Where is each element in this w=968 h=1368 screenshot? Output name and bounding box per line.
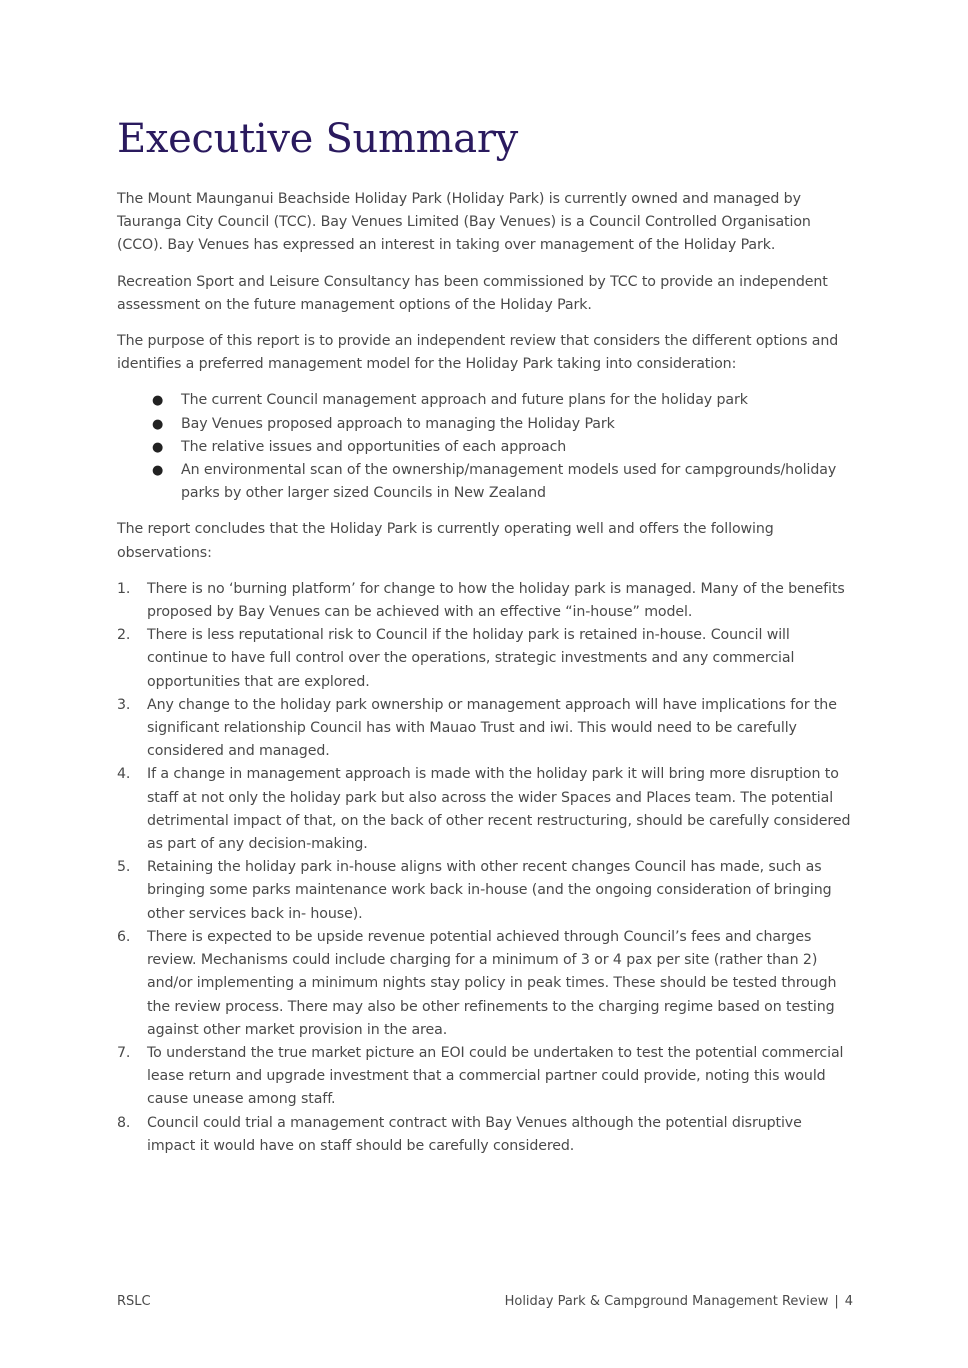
page-number: 4 [844,1294,853,1309]
list-item: ● The relative issues and opportunities of each approach [181,436,853,459]
list-item: 3. Any change to the holiday park ownership or management approach will have implications for the significant relationship Council has with Mauao Trust and iwi. This would need to be carefully considered and managed. [117,696,837,760]
bullet-icon: ● [152,439,164,455]
footer-doc-title [505,1293,853,1311]
footer-org: RSLC [117,1294,151,1309]
list-item: 1. There is no ‘burning platform’ for change to how the holiday park is managed. Many of the benefits proposed by Bay Venues can be achieved with an effective “in-house” model. [117,580,845,621]
list-item: ● Bay Venues proposed approach to managing the Holiday Park [181,413,853,436]
purpose-paragraph: The purpose of this report is to provide an independent review that considers the different options and identifies a preferred management model for the Holiday Park taking into consideration: [117,333,839,373]
conclusion-intro: The report concludes that the Holiday Park is currently operating well and offers the following observations: [117,521,774,561]
considerations-list [117,389,853,505]
footer-separator: | [834,1294,839,1309]
page-title: Executive Summary [117,116,518,162]
bullet-icon: ● [152,463,164,479]
list-item: 2. There is less reputational risk to Council if the holiday park is retained in-house. Council will continue to have full control over the operations, strategic investments and any commercial opportunities that are explored. [117,627,795,690]
bullet-icon: ● [152,416,164,432]
list-item: 8. Council could trial a management contract with Bay Venues although the potential disruptive impact it would have on staff should be carefully considered. [117,1114,802,1154]
footer-report-name: Holiday Park & Campground Management Review [504,1294,829,1309]
list-item: 6. There is expected to be upside revenue potential achieved through Council’s fees and charges review. Mechanisms could include charging for a minimum of 3 or 4 pax per site (rather than 2) and/or implementing a minimum nights stay policy in peak times. These should be tested through the review process. There may also be other refinements to the charging regime based on testing against other market provision in the area. [117,928,837,1038]
observations-list [117,578,853,1158]
intro-paragraph: The Mount Maunganui Beachside Holiday Park (Holiday Park) is currently owned and managed by Tauranga City Council (TCC). Bay Venues Limited (Bay Venues) is a Council Controlled Organisation (CCO). Bay Venues has expressed an interest in taking over management of the Holiday Park. [117,191,811,254]
list-item: 4. If a change in management approach is made with the holiday park it will bring more disruption to staff at not only the holiday park but also across the wider Spaces and Places team. The potential detrimental impact of that, on the back of other recent restructuring, should be carefully considered as part of any decision-making. [117,766,851,853]
bullet-icon: ● [152,393,164,409]
list-item: 7. To understand the true market picture an EOI could be undertaken to test the potential commercial lease return and upgrade investment that a commercial partner could provide, noting this would cause unease among staff. [117,1044,844,1108]
list-item: ● The current Council management approach and future plans for the holiday park [181,389,853,412]
list-item: 5. Retaining the holiday park in-house aligns with other recent changes Council has made, such as bringing some parks maintenance work back in-house (and the ongoing consideration of bringing other services back in- house). [117,859,832,922]
document-page [117,112,853,1158]
list-item: ● An environmental scan of the ownership/management models used for campgrounds/holiday parks by other larger sized Councils in New Zealand [181,459,853,505]
commission-paragraph: Recreation Sport and Leisure Consultancy has been commissioned by TCC to provide an independent assessment on the future management options of the Holiday Park. [117,273,828,313]
